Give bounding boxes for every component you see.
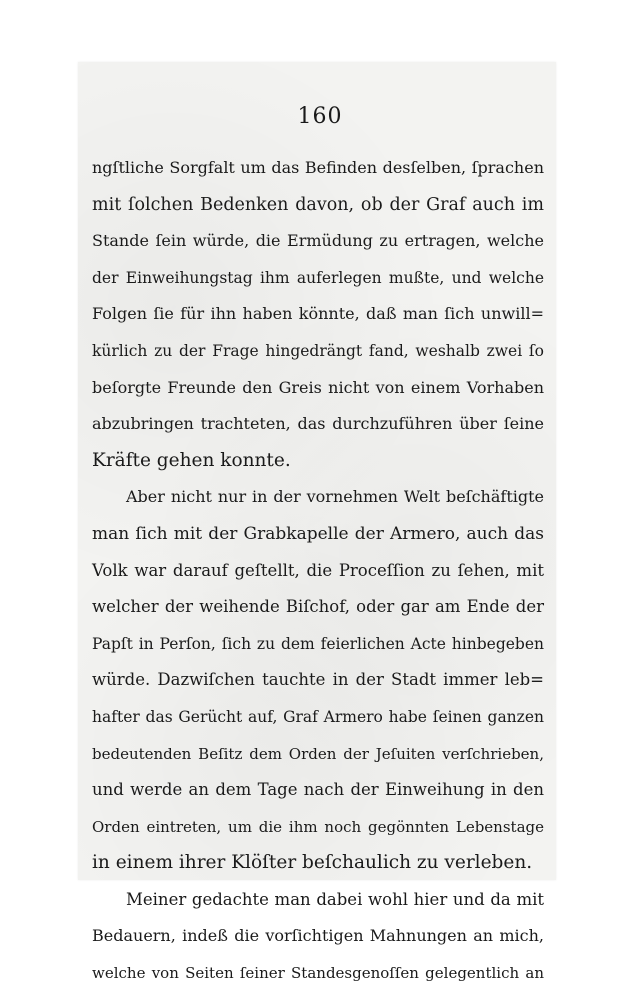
text-line: Volk war darauf geſtellt, die Proceſſion zu ſehen, mit <box>92 560 544 580</box>
body-text <box>92 150 544 992</box>
text-line: und werde an dem Tage nach der Einweihung in den <box>92 780 544 800</box>
text-line: abzubringen trachteten, das durchzuführen über ſeine <box>92 414 544 434</box>
text-line: würde. Dazwiſchen tauchte in der Stadt immer leb= <box>92 670 544 690</box>
text-line: Orden eintreten, um die ihm noch gegönnten Lebenstage <box>92 817 544 836</box>
text-line: der Einweihungstag ihm auferlegen mußte, und welche <box>92 268 544 287</box>
text-line: Papſt in Perſon, ſich zu dem feierlichen Acte hinbegeben <box>92 634 544 653</box>
text-line: beſorgte Freunde den Greis nicht von einem Vorhaben <box>92 377 544 397</box>
text-line: in einem ihrer Klöſter beſchaulich zu verleben. <box>92 852 533 874</box>
text-line: Bedauern, indeß die vorſichtigen Mahnungen an mich, <box>92 926 544 946</box>
text-line: welche von Seiten ſeiner Standesgenoſſen gelegentlich an <box>92 964 544 983</box>
text-line: ngſtliche Sorgfalt um das Befinden desſelben, ſprachen <box>92 158 544 177</box>
text-line: Kräfte gehen konnte. <box>92 449 291 471</box>
text-line: mit ſolchen Bedenken davon, ob der Graf auch im <box>92 194 544 215</box>
text-line: bedeutenden Beſitz dem Orden der Jeſuiten verſchrieben, <box>92 744 544 763</box>
text-line: hafter das Gerücht auf, Graf Armero habe ſeinen ganzen <box>92 707 544 726</box>
text-line: Aber nicht nur in der vornehmen Welt beſchäftigte <box>126 487 544 507</box>
text-line: Meiner gedachte man dabei wohl hier und da mit <box>126 889 544 909</box>
page-number: 160 <box>297 104 343 129</box>
text-line: kürlich zu der Frage hingedrängt fand, weshalb zwei ſo <box>92 341 544 360</box>
text-line: Stande ſein würde, die Ermüdung zu ertragen, welche <box>92 231 544 251</box>
text-line: welcher der weihende Biſchof, oder gar am Ende der <box>92 597 544 617</box>
text-line: man ſich mit der Grabkapelle der Armero, auch das <box>92 523 544 544</box>
text-line: Folgen ſie für ihn haben könnte, daß man ſich unwill= <box>92 304 544 324</box>
